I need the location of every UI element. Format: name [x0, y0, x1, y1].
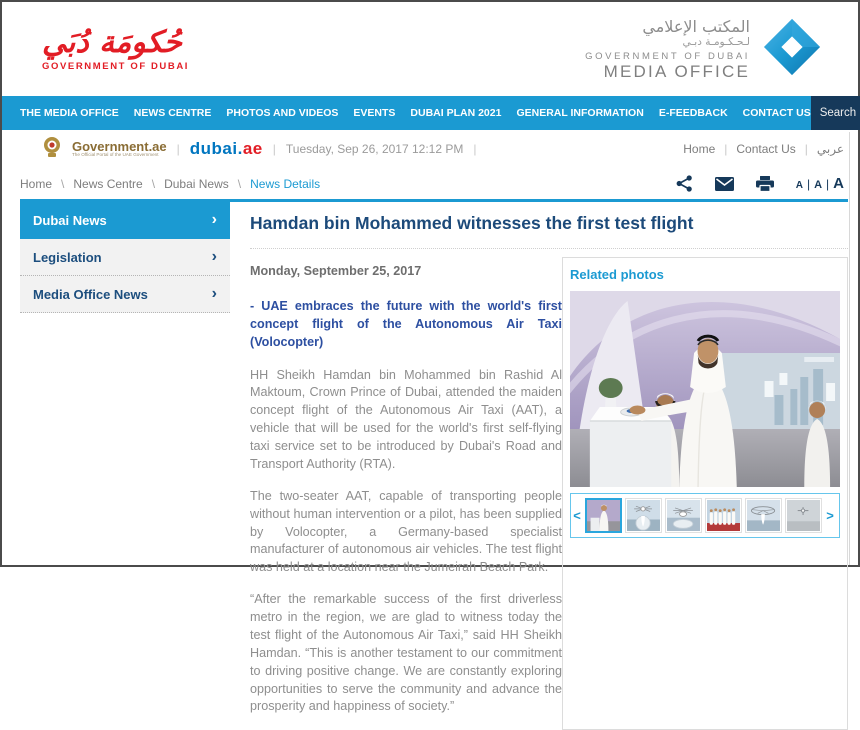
- article-paragraph: HH Sheikh Hamdan bin Mohammed bin Rashid Al Maktoum, Crown Prince of Dubai, attended the maiden concept flight of the Autonomous Air Taxi (AAT), a vehicle that will be used for the world's first self-flying taxi service set to be introduced by Dubai's Road and Transport Authority (RTA).: [250, 367, 562, 471]
- media-office-arabic-line1: المكتب الإعلامي: [642, 16, 750, 36]
- article-content: [230, 202, 848, 730]
- nav-item-photos-and-videos[interactable]: PHOTOS AND VIDEOS: [226, 107, 339, 119]
- dubai-ae-blue: dubai.: [189, 139, 243, 158]
- breadcrumb-home[interactable]: Home: [20, 176, 53, 191]
- current-datetime: Tuesday, Sep 26, 2017 12:12 PM: [285, 142, 464, 156]
- thumbnail-volocopter-on-helipad[interactable]: [665, 498, 702, 533]
- breadcrumb-dubai-news[interactable]: Dubai News: [164, 176, 229, 191]
- separator: |: [272, 142, 276, 156]
- breadcrumb-separator: \: [237, 176, 242, 191]
- nav-item-events[interactable]: EVENTS: [353, 107, 396, 119]
- thumbnail-volocopter-in-sky[interactable]: [785, 498, 822, 533]
- separator: |: [804, 142, 808, 156]
- breadcrumb-news-centre[interactable]: News Centre: [73, 176, 143, 191]
- separator: |: [473, 142, 477, 156]
- thumbnail-volocopter-rotor-ring[interactable]: [745, 498, 782, 533]
- government-ae-tagline: The Official Portal of the UAE Government: [72, 152, 159, 158]
- media-office-caption1: GOVERNMENT OF DUBAI: [585, 50, 750, 62]
- government-ae-link[interactable]: [72, 140, 167, 158]
- article-date: Monday, September 25, 2017: [250, 264, 422, 278]
- article-paragraph: The two-seater AAT, capable of transporting people without human intervention or a pilot, has been supplied by Volocopter, a Germany-based specialist manufacturer of autonomous air vehicles. The test flight was held at a location near the Jumeirah Beach Park.: [250, 488, 562, 575]
- article-title: Hamdan bin Mohammed witnesses the first test flight: [250, 202, 848, 249]
- uae-emblem-icon: [42, 136, 62, 162]
- chevron-right-icon: ›: [211, 211, 217, 228]
- dubai-ae-red: ae: [242, 139, 263, 158]
- page-header: [2, 2, 858, 96]
- carousel-next-button[interactable]: >: [826, 508, 834, 523]
- breadcrumb-row: [2, 168, 858, 199]
- photo-carousel: [570, 493, 840, 538]
- breadcrumb-current: News Details: [250, 176, 321, 191]
- font-size-medium-button[interactable]: A: [814, 179, 823, 191]
- government-of-dubai-arabic-calligraphy: حُكومَة دُبَي: [42, 25, 182, 60]
- thumbnail-officials-group-photo[interactable]: [705, 498, 742, 533]
- share-icon[interactable]: [676, 175, 693, 192]
- sidebar-item-media-office-news[interactable]: Media Office News ›: [20, 276, 230, 313]
- government-of-dubai-caption: GOVERNMENT OF DUBAI: [42, 61, 190, 72]
- search-box[interactable]: [811, 96, 860, 130]
- thumbnail-hamdan-at-podium[interactable]: [585, 498, 622, 533]
- thumbnail-volocopter-with-crew[interactable]: [625, 498, 662, 533]
- main-navigation: [2, 96, 858, 130]
- nav-item-contact-us[interactable]: CONTACT US: [742, 107, 811, 119]
- dubai-ae-link[interactable]: [190, 139, 263, 159]
- content-right-border: [849, 132, 850, 565]
- sidebar-item-legislation[interactable]: Legislation ›: [20, 239, 230, 276]
- government-ae-label: Government.ae: [72, 138, 167, 154]
- carousel-prev-button[interactable]: <: [573, 508, 581, 523]
- nav-item-general-information[interactable]: GENERAL INFORMATION: [516, 107, 644, 119]
- utility-link-contact-us[interactable]: Contact Us: [736, 142, 796, 156]
- utility-link-home[interactable]: Home: [683, 142, 716, 156]
- breadcrumb-separator: \: [151, 176, 156, 191]
- font-size-large-button[interactable]: A: [833, 175, 844, 192]
- font-size-controls: A | A | A: [795, 175, 844, 192]
- separator: |: [176, 142, 180, 156]
- main-photo: [570, 291, 840, 487]
- nav-item-e-feedback[interactable]: E-FEEDBACK: [658, 107, 728, 119]
- related-photos-panel: [562, 257, 848, 730]
- utility-bar: [2, 130, 858, 168]
- utility-link-arabic[interactable]: عربي: [816, 142, 844, 156]
- chevron-right-icon: ›: [211, 285, 217, 302]
- sidebar-item-dubai-news[interactable]: Dubai News ›: [20, 202, 230, 239]
- blue-diamond-icon: [762, 16, 822, 83]
- article-body: [250, 257, 562, 730]
- related-photos-title: Related photos: [570, 267, 664, 282]
- main-area: [20, 202, 848, 730]
- font-size-small-button[interactable]: A: [795, 180, 803, 191]
- separator: |: [724, 142, 728, 156]
- print-icon[interactable]: [756, 176, 774, 192]
- article-paragraph: “After the remarkable success of the first driverless metro in the region, we are glad to witness today the test flight of the Autonomous Air Taxi,” said HH Sheikh Hamdan. “This is another testament to our commitment to driving positive change. We are constantly exploring opportunities to serve the community and advance the prosperity and happiness of society.”: [250, 592, 562, 714]
- sidebar: [20, 202, 230, 313]
- nav-item-dubai-plan-2021[interactable]: DUBAI PLAN 2021: [410, 107, 502, 119]
- media-office-logo[interactable]: [585, 16, 822, 83]
- article-tools: [676, 175, 844, 192]
- breadcrumb-separator: \: [61, 176, 65, 191]
- article-lead: - UAE embraces the future with the world's first concept flight of the Autonomous Air Taxi (Volocopter): [250, 298, 562, 349]
- media-office-caption2: MEDIA OFFICE: [603, 61, 750, 81]
- nav-item-news-centre[interactable]: NEWS CENTRE: [133, 107, 212, 119]
- nav-item-the-media-office[interactable]: THE MEDIA OFFICE: [20, 107, 119, 119]
- email-icon[interactable]: [715, 177, 734, 191]
- search-input[interactable]: [820, 107, 860, 119]
- government-of-dubai-logo[interactable]: [42, 26, 189, 72]
- media-office-arabic-line2: لـحـكـومـة دبـي: [682, 35, 750, 48]
- chevron-right-icon: ›: [211, 248, 217, 265]
